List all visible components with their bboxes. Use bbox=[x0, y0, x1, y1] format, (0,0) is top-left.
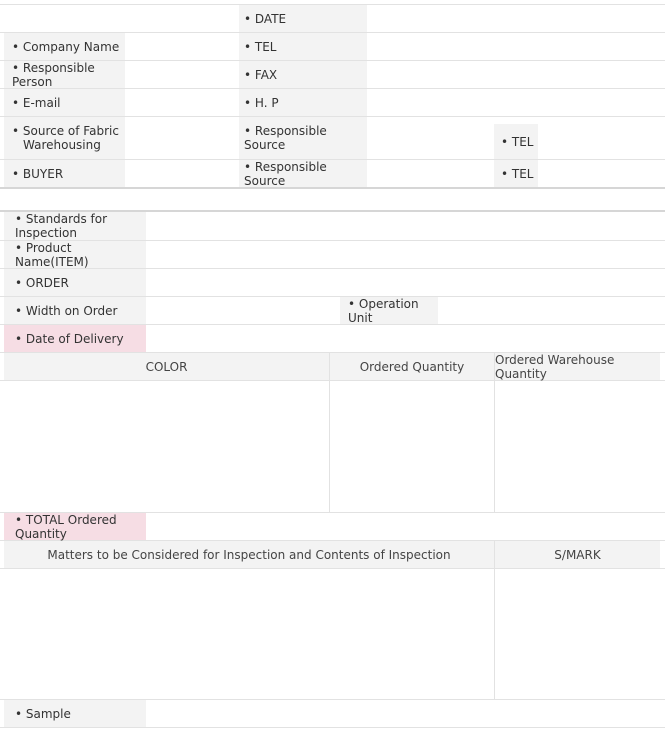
email-field[interactable] bbox=[125, 89, 239, 116]
width-on-order-field[interactable] bbox=[146, 297, 340, 324]
top-form bbox=[0, 0, 665, 190]
total-ordered-quantity-field[interactable] bbox=[146, 513, 665, 540]
sample-label: • Sample bbox=[4, 700, 146, 727]
tel-field[interactable] bbox=[538, 160, 665, 187]
tel-label: • TEL bbox=[494, 124, 538, 159]
buyer-label: • BUYER bbox=[4, 160, 125, 187]
responsible-source-label: • Responsible Source bbox=[239, 160, 367, 187]
company-name-label: • Company Name bbox=[4, 33, 125, 60]
responsible-source-field[interactable] bbox=[367, 117, 494, 159]
total-ordered-quantity-label: • TOTAL Ordered Quantity bbox=[4, 513, 146, 540]
ordered-quantity-header: Ordered Quantity bbox=[330, 353, 494, 380]
responsible-person-field[interactable] bbox=[125, 61, 239, 88]
date-label: • DATE bbox=[239, 5, 367, 32]
smark-cell[interactable] bbox=[495, 569, 660, 699]
responsible-source-field[interactable] bbox=[367, 160, 494, 187]
inspection-matters-header: Matters to be Considered for Inspection and Contents of Inspection bbox=[4, 541, 494, 568]
width-on-order-label: • Width on Order bbox=[4, 297, 146, 324]
tel-field[interactable] bbox=[538, 117, 665, 159]
buyer-field[interactable] bbox=[125, 160, 239, 187]
order-label: • ORDER bbox=[4, 269, 146, 296]
ordered-warehouse-quantity-cell[interactable] bbox=[495, 381, 660, 512]
date-of-delivery-label: • Date of Delivery bbox=[4, 325, 146, 352]
hp-label: • H. P bbox=[239, 89, 367, 116]
tel-label: • TEL bbox=[494, 160, 538, 187]
source-fabric-field[interactable] bbox=[125, 117, 239, 159]
fax-label: • FAX bbox=[239, 61, 367, 88]
standards-label: • Standards for Inspection bbox=[4, 212, 146, 240]
ordered-quantity-cell[interactable] bbox=[330, 381, 494, 512]
inspection-matters-cell[interactable] bbox=[4, 569, 494, 699]
inspection-form bbox=[0, 208, 665, 731]
sample-field[interactable] bbox=[146, 700, 665, 727]
operation-unit-field[interactable] bbox=[438, 297, 665, 324]
ordered-warehouse-quantity-header: Ordered Warehouse Quantity bbox=[495, 353, 660, 380]
company-name-field[interactable] bbox=[125, 33, 239, 60]
hp-field[interactable] bbox=[367, 89, 665, 116]
product-name-field[interactable] bbox=[146, 241, 665, 268]
operation-unit-label: • Operation Unit bbox=[340, 297, 438, 324]
product-name-label: • Product Name(ITEM) bbox=[4, 241, 146, 268]
email-label: • E-mail bbox=[4, 89, 125, 116]
responsible-person-label: • Responsible Person bbox=[4, 61, 125, 88]
fax-field[interactable] bbox=[367, 61, 665, 88]
responsible-source-label: • Responsible Source bbox=[239, 117, 367, 159]
tel-label: • TEL bbox=[239, 33, 367, 60]
standards-field[interactable] bbox=[146, 212, 665, 240]
color-cell[interactable] bbox=[4, 381, 329, 512]
source-fabric-label-line1: • Source of Fabric bbox=[12, 124, 119, 138]
order-field[interactable] bbox=[146, 269, 665, 296]
source-fabric-label-line2: Warehousing bbox=[23, 138, 101, 152]
color-header: COLOR bbox=[4, 353, 329, 380]
inspection-form-line bbox=[0, 727, 665, 728]
date-of-delivery-field[interactable] bbox=[146, 325, 665, 352]
smark-header: S/MARK bbox=[495, 541, 660, 568]
source-fabric-label bbox=[4, 117, 125, 159]
tel-field[interactable] bbox=[367, 33, 665, 60]
date-field[interactable] bbox=[367, 5, 665, 32]
